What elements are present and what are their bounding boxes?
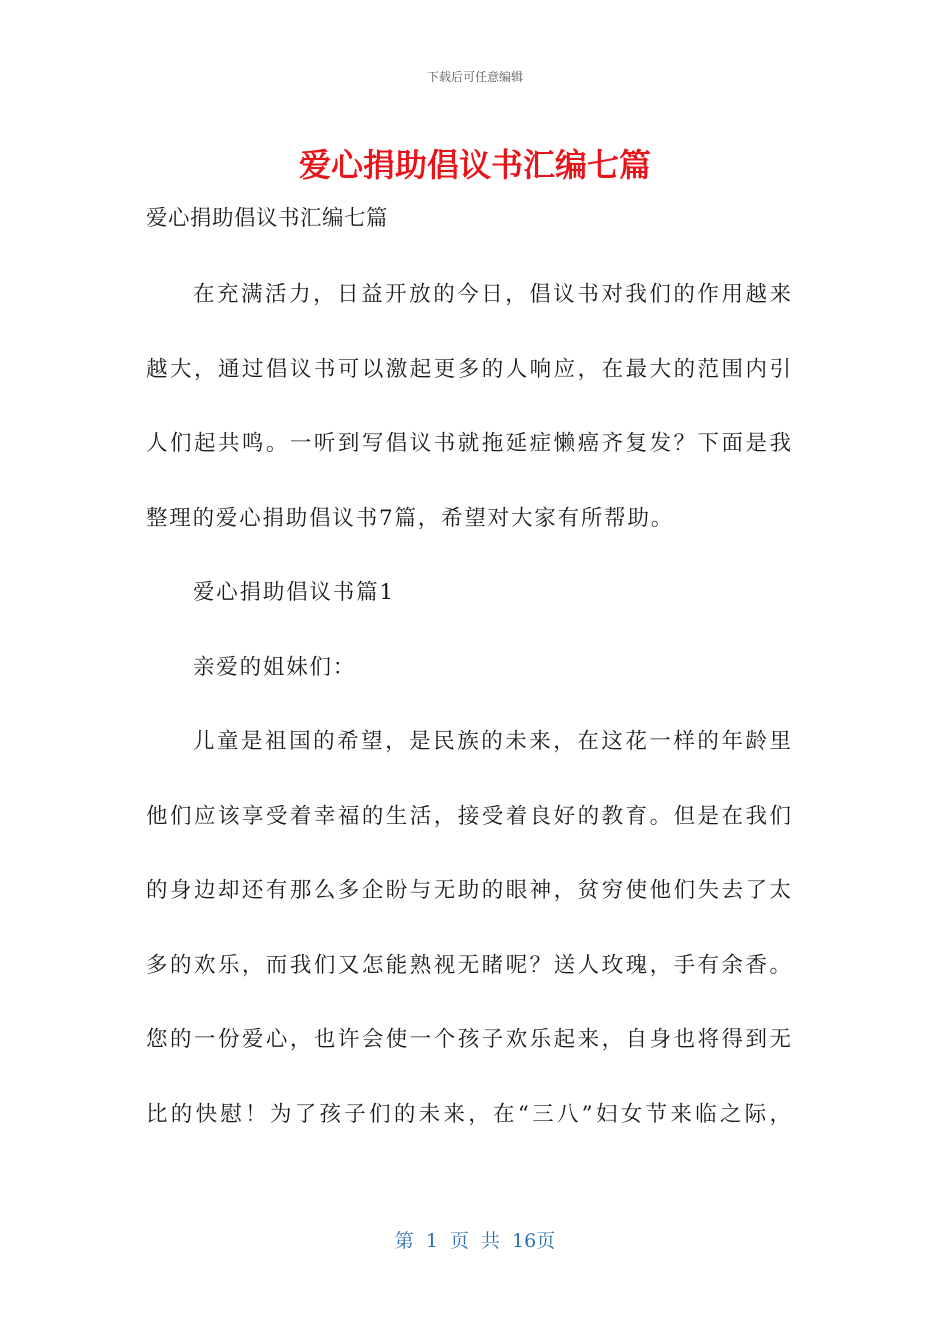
document-title: 爱心捐助倡议书汇编七篇 xyxy=(298,146,651,184)
document-body xyxy=(146,199,791,1169)
paragraph-line: 的身边却还有那么多企盼与无助的眼神，贫穷使他们失去了太 xyxy=(146,878,791,903)
paragraph-line: 整理的爱心捐助倡议书7篇，希望对大家有所帮助。 xyxy=(146,505,675,531)
document-subtitle: 爱心捐助倡议书汇编七篇 xyxy=(146,206,389,231)
paragraph-line: 您的一份爱心，也许会使一个孩子欢乐起来，自身也将得到无 xyxy=(146,1027,791,1052)
paragraph-line: 在充满活力，日益开放的今日，倡议书对我们的作用越来 xyxy=(193,282,791,307)
paragraph-line: 人们起共鸣。一听到写倡议书就拖延症懒癌齐复发？下面是我 xyxy=(146,431,791,456)
paragraph-line: 比的快慰！为了孩子们的未来，在“三八”妇女节来临之际， xyxy=(146,1101,791,1127)
paragraph-line: 他们应该享受着幸福的生活，接受着良好的教育。但是在我们 xyxy=(146,803,791,829)
paragraph-line: 儿童是祖国的希望，是民族的未来，在这花一样的年龄里 xyxy=(193,729,791,754)
paragraph-line: 多的欢乐，而我们又怎能熟视无睹呢？送人玫瑰，手有余香。 xyxy=(146,952,791,978)
salutation: 亲爱的姐妹们： xyxy=(193,654,357,680)
header-note: 下载后可任意编辑 xyxy=(426,70,523,84)
section-heading: 爱心捐助倡议书篇1 xyxy=(193,580,395,605)
paragraph-line: 越大，通过倡议书可以激起更多的人响应，在最大的范围内引 xyxy=(146,356,791,382)
page-footer: 第 1 页 共 16页 xyxy=(394,1230,556,1252)
